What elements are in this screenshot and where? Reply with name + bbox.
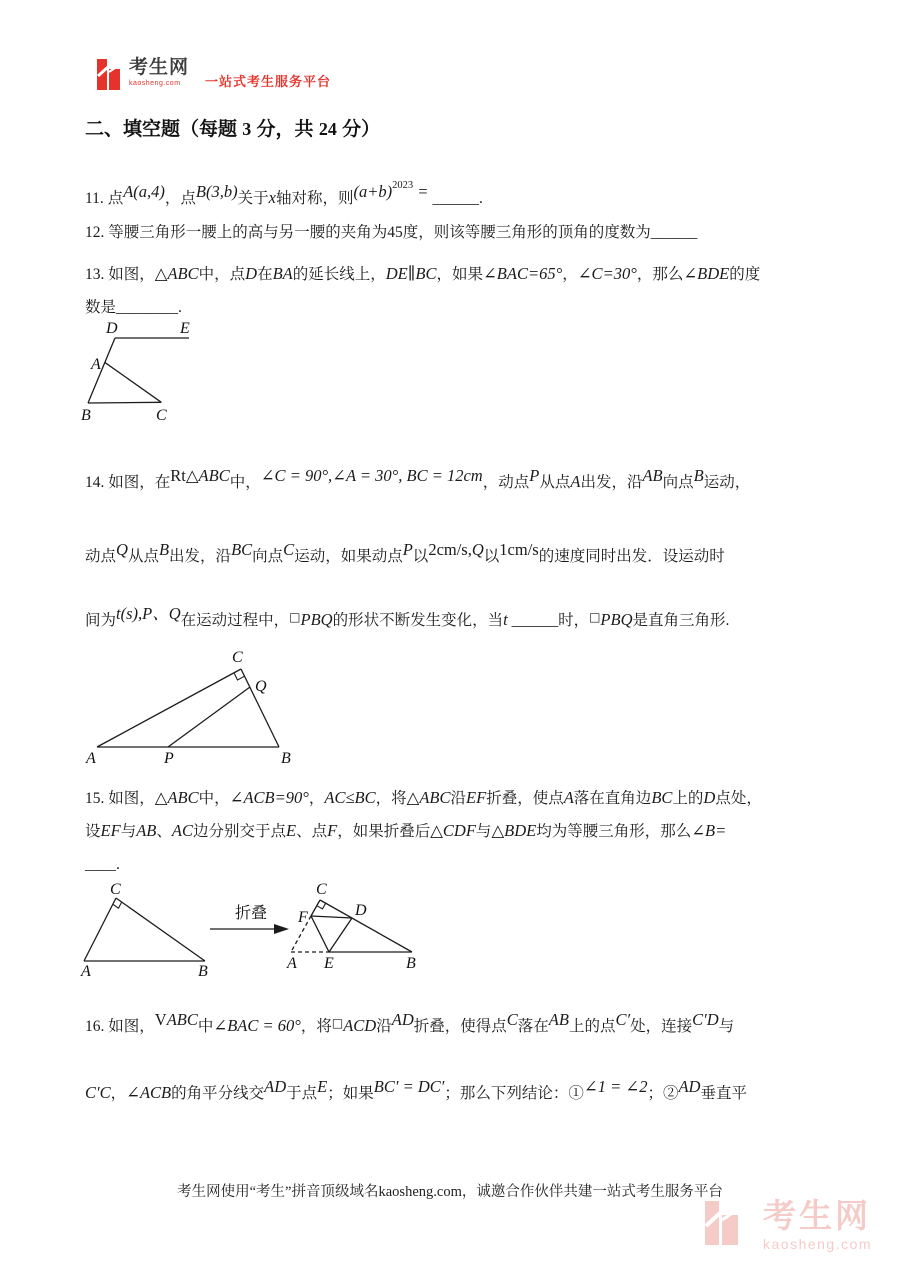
segment-PQ xyxy=(168,687,250,747)
question-16-line1 xyxy=(85,1009,734,1038)
text-run-n: 45 xyxy=(387,224,403,241)
text-run-t: 沿 xyxy=(450,790,467,807)
text-run-t: ， xyxy=(110,1085,127,1102)
text-run-t: 落在直角边 xyxy=(573,790,652,807)
text-run-m: ∠C=30° xyxy=(577,264,637,283)
text-run-t: 中， xyxy=(229,474,261,491)
question-13-line2 xyxy=(85,298,182,319)
question-15-line3 xyxy=(85,855,120,876)
vertex-label-C: C xyxy=(110,882,121,898)
text-run-m: PBQ xyxy=(600,610,633,629)
question-15-line1 xyxy=(85,787,762,810)
watermark xyxy=(703,1199,872,1252)
text-run-r: ∠1 = ∠2 xyxy=(583,1077,648,1096)
question-14-line1 xyxy=(85,465,750,494)
text-run-t: . xyxy=(479,190,483,207)
text-run-m: D xyxy=(703,788,716,807)
text-run-m: △ABC xyxy=(406,788,451,807)
vertex-label-A: A xyxy=(91,356,101,373)
text-run-m: AC xyxy=(171,821,193,840)
vertex-label-B: B xyxy=(198,963,208,978)
text-run-rn: V xyxy=(154,1010,167,1029)
text-run-t: ，将 xyxy=(375,790,407,807)
logo-domain: kaosheng.com xyxy=(129,79,181,87)
text-run-m: ∠BDE xyxy=(683,264,730,283)
text-run-t: 从点 xyxy=(127,548,159,565)
text-run-m: BC xyxy=(651,788,673,807)
text-run-rn: Rt△ xyxy=(170,466,199,485)
text-run-t: ；如果 xyxy=(327,1085,374,1102)
text-run-s: 2023 xyxy=(392,180,414,191)
vertex-label-C: C xyxy=(232,649,243,666)
text-run-n: 15. xyxy=(85,790,109,807)
text-run-ht: 分） xyxy=(336,119,381,140)
text-run-r: AD xyxy=(678,1077,701,1096)
vertex-label-A: A xyxy=(81,963,91,978)
text-run-t: . xyxy=(178,299,182,316)
text-run-r: C xyxy=(506,1010,518,1029)
text-run-t: 的角平分线交 xyxy=(171,1085,265,1102)
text-run-t: ，如果 xyxy=(436,266,483,283)
vertex-label-B: B xyxy=(81,407,91,424)
text-run-t: 的速度同时出发．设运动时 xyxy=(538,548,725,565)
text-run-m: △BDE xyxy=(491,821,537,840)
text-run-m: A xyxy=(570,472,581,491)
text-run-t: 边分别交于点 xyxy=(192,823,286,840)
text-run-t: 如图， xyxy=(108,1018,155,1035)
text-run-t: 沿 xyxy=(376,1018,392,1035)
vertex-label-F: F xyxy=(298,909,308,926)
vertex-label-C: C xyxy=(316,882,327,898)
text-run-m: ∠BAC=65° xyxy=(482,264,563,283)
vertex-label-E: E xyxy=(180,320,190,337)
text-run-n: 14. xyxy=(85,474,109,491)
question-11 xyxy=(85,179,483,210)
text-run-t: 时， xyxy=(558,612,590,629)
text-run-t: ， xyxy=(562,266,578,283)
text-run-t: 与 xyxy=(718,1018,735,1035)
watermark-site-name: 考生网 xyxy=(763,1197,871,1234)
text-run-m: C′C xyxy=(85,1083,111,1102)
logo-site-name: 考生网 xyxy=(129,57,190,78)
question-14-line3 xyxy=(85,603,729,632)
text-run-r: B xyxy=(693,466,704,485)
text-run-rn: 1cm/s xyxy=(499,540,539,559)
text-run-t: ，点 xyxy=(164,190,196,207)
text-run-m: t xyxy=(503,610,508,629)
text-run-t: 的度 xyxy=(729,266,761,283)
vertex-label-E: E xyxy=(324,955,334,972)
text-run-m: A xyxy=(563,788,574,807)
edge-CF xyxy=(311,900,320,916)
vertex-label-B: B xyxy=(406,955,416,972)
vertex-label-D: D xyxy=(106,320,118,337)
text-run-r: E xyxy=(317,1077,328,1096)
text-run-n: ______ xyxy=(507,612,559,629)
text-run-t: 垂直平 xyxy=(700,1085,747,1102)
text-run-t: 间为 xyxy=(85,612,117,629)
text-run-r: C′ xyxy=(615,1010,631,1029)
text-run-x: □ xyxy=(331,1016,344,1030)
question-12 xyxy=(85,223,697,244)
text-run-t: 在运动过程中， xyxy=(180,612,290,629)
text-run-m: △ABC xyxy=(154,788,199,807)
text-run-t: ，动点 xyxy=(482,474,530,491)
text-run-t: 上的 xyxy=(672,790,704,807)
text-run-r: Q xyxy=(471,540,484,559)
text-run-m: ∠ACB=90° xyxy=(229,788,309,807)
text-run-hn: 24 xyxy=(318,119,337,139)
text-run-n: ______ xyxy=(432,190,479,207)
text-run-t: 与 xyxy=(120,823,137,840)
text-run-ht: 二、填空题（每题 xyxy=(85,119,243,140)
text-run-n: ____ xyxy=(85,856,116,873)
text-run-t: 以 xyxy=(483,548,500,565)
question-16-line2 xyxy=(85,1076,747,1105)
text-run-t: 如图， xyxy=(108,266,155,283)
text-run-t: ， xyxy=(308,790,325,807)
text-run-t: ，将 xyxy=(300,1018,332,1035)
text-run-t: 是直角三角形. xyxy=(632,612,730,629)
text-run-r: B(3,b) xyxy=(195,182,238,201)
logo-tagline: 一站式考生服务平台 xyxy=(205,74,332,89)
text-run-t: 均为等腰三角形，那么 xyxy=(536,823,692,840)
vertex-label-P: P xyxy=(164,750,174,767)
text-run-r: AD xyxy=(391,1010,414,1029)
text-run-t: . xyxy=(116,856,120,873)
text-run-m: BA xyxy=(272,264,293,283)
text-run-t: 度，则该等腰三角形的顶角的度数为 xyxy=(402,224,651,241)
text-run-m: △ABC xyxy=(154,264,199,283)
text-run-t: 处，连接 xyxy=(630,1018,693,1035)
text-run-n: 16. xyxy=(85,1018,109,1035)
text-run-r: BC xyxy=(231,540,253,559)
kaosheng-logo-icon xyxy=(95,58,125,95)
section-title xyxy=(85,114,380,141)
text-run-t: 如图，在 xyxy=(108,474,171,491)
text-run-m: D xyxy=(245,264,258,283)
text-run-r: = xyxy=(413,182,433,201)
vertex-label-A: A xyxy=(287,955,297,972)
text-run-n: ________ xyxy=(116,299,179,316)
text-run-t: 上的点 xyxy=(568,1018,616,1035)
text-run-rn: 2cm/s, xyxy=(428,540,472,559)
text-run-m: AB xyxy=(136,821,157,840)
text-run-m: EF xyxy=(100,821,121,840)
text-run-t: 等腰三角形一腰上的高与另一腰的夹角为 xyxy=(108,224,388,241)
text-run-r: A(a,4) xyxy=(123,182,165,201)
text-run-x: □ xyxy=(589,610,601,624)
text-run-n: 12. xyxy=(85,224,109,241)
text-run-r: B xyxy=(158,540,170,559)
text-run-t: 运动，如果动点 xyxy=(294,548,403,565)
segment-FE xyxy=(311,916,329,952)
text-run-m: F xyxy=(327,821,338,840)
watermark-domain: kaosheng.com xyxy=(763,1235,873,1252)
text-run-t: 点处， xyxy=(715,790,762,807)
text-run-t: 向点 xyxy=(662,474,694,491)
text-run-ht: 分，共 xyxy=(251,119,319,140)
logo-text-block xyxy=(129,58,189,87)
text-run-t: 、点 xyxy=(296,823,328,840)
vertex-label-A: A xyxy=(86,750,96,767)
text-run-t: 关于 xyxy=(237,190,269,207)
text-run-m: E xyxy=(286,821,297,840)
edge-BC xyxy=(88,402,161,403)
text-run-r: Q xyxy=(116,540,128,559)
text-run-t: 设 xyxy=(85,823,101,840)
watermark-logo-icon xyxy=(703,1199,743,1251)
text-run-r: ABC xyxy=(166,1010,198,1029)
text-run-r: AB xyxy=(548,1010,569,1029)
text-run-t: 落在 xyxy=(517,1018,549,1035)
fold-label: 折叠 xyxy=(234,905,267,922)
text-run-t: 从点 xyxy=(539,474,571,491)
text-run-x: □ xyxy=(289,610,301,624)
vertex-label-C: C xyxy=(156,407,167,424)
text-run-t: 折叠，使点 xyxy=(486,790,564,807)
text-run-r: BC′ = DC′ xyxy=(373,1077,445,1096)
text-run-r: AB xyxy=(642,466,663,485)
text-run-r: ∠C = 90°,∠A = 30°, BC = 12cm xyxy=(260,466,483,485)
figure-q15-left-triangle xyxy=(77,882,219,978)
text-run-m: EF xyxy=(466,788,487,807)
text-run-n: 13. xyxy=(85,266,109,283)
text-run-t: 轴对称，则 xyxy=(275,190,354,207)
text-run-m: PBQ xyxy=(300,610,333,629)
text-run-t: 数是 xyxy=(85,299,117,316)
vertex-label-D: D xyxy=(355,902,367,919)
text-run-t: 、 xyxy=(156,823,172,840)
text-run-m: △CDF xyxy=(430,821,476,840)
question-14-line2 xyxy=(85,539,725,568)
text-run-m: DE∥BC xyxy=(385,264,437,283)
figure-q14-triangle xyxy=(85,648,300,768)
text-run-r: t(s),P、Q xyxy=(116,604,181,623)
question-15-line2 xyxy=(85,820,726,843)
text-run-t: 折叠，使得点 xyxy=(413,1018,507,1035)
question-13-line1 xyxy=(85,263,760,286)
text-run-r: ABC xyxy=(198,466,230,485)
text-run-n: ______ xyxy=(650,224,698,241)
figure-q13-triangle xyxy=(76,317,251,429)
text-run-t: 的形状不断发生变化，当 xyxy=(332,612,504,629)
text-run-t: 于点 xyxy=(286,1085,318,1102)
site-header xyxy=(95,58,331,95)
edge-AC xyxy=(97,669,241,747)
text-run-t: 中 xyxy=(197,1018,214,1035)
segment-DE xyxy=(329,918,352,952)
text-run-m: AC≤BC xyxy=(324,788,376,807)
text-run-t: 的延长线上， xyxy=(292,266,386,283)
text-run-t: 如图， xyxy=(108,790,155,807)
text-run-t: ；② xyxy=(647,1085,679,1102)
vertex-label-B: B xyxy=(281,750,291,767)
vertex-label-Q: Q xyxy=(255,678,267,695)
text-run-t: 点 xyxy=(107,190,124,207)
text-run-hn: 3 xyxy=(242,119,252,139)
watermark-text-block xyxy=(763,1199,872,1252)
edge-AC xyxy=(84,898,116,961)
edge-AC xyxy=(105,362,162,402)
text-run-t: 在 xyxy=(257,266,273,283)
text-run-r: (a+b) xyxy=(353,182,393,201)
text-run-m: ∠ACB xyxy=(126,1083,172,1102)
text-run-t: 运动， xyxy=(703,474,751,491)
text-run-r: AD xyxy=(264,1077,287,1096)
text-run-t: ，如果折叠后 xyxy=(337,823,431,840)
text-run-m: ACD xyxy=(343,1016,377,1035)
text-run-t: 与 xyxy=(475,823,492,840)
text-run-n: 11. xyxy=(85,190,108,207)
text-run-t: 中， xyxy=(198,790,230,807)
text-run-t: 以 xyxy=(412,548,429,565)
text-run-t: 动点 xyxy=(85,548,117,565)
text-run-r: P xyxy=(402,540,413,559)
edge-CB xyxy=(116,898,205,961)
text-run-r: P xyxy=(529,466,540,485)
fold-arrow-icon xyxy=(209,921,293,937)
page-footer-slogan: 考生网使用“考生”拼音顶级域名kaosheng.com，诚邀合作伙伴共建一站式考生服务平台 xyxy=(177,1184,723,1200)
text-run-t: ，那么 xyxy=(636,266,684,283)
figure-q15-right-folded xyxy=(285,882,433,978)
text-run-r: C′D xyxy=(692,1010,719,1029)
text-run-r: C xyxy=(283,540,295,559)
text-run-m: ∠B= xyxy=(691,821,727,840)
text-run-m: x xyxy=(268,188,276,207)
text-run-t: ；那么下列结论：① xyxy=(444,1085,584,1102)
text-run-m: ∠BAC = 60° xyxy=(213,1016,301,1035)
text-run-t: 出发，沿 xyxy=(169,548,232,565)
text-run-t: 中，点 xyxy=(198,266,246,283)
text-run-t: 出发，沿 xyxy=(580,474,643,491)
text-run-t: 向点 xyxy=(252,548,284,565)
segment-FD xyxy=(311,916,352,918)
